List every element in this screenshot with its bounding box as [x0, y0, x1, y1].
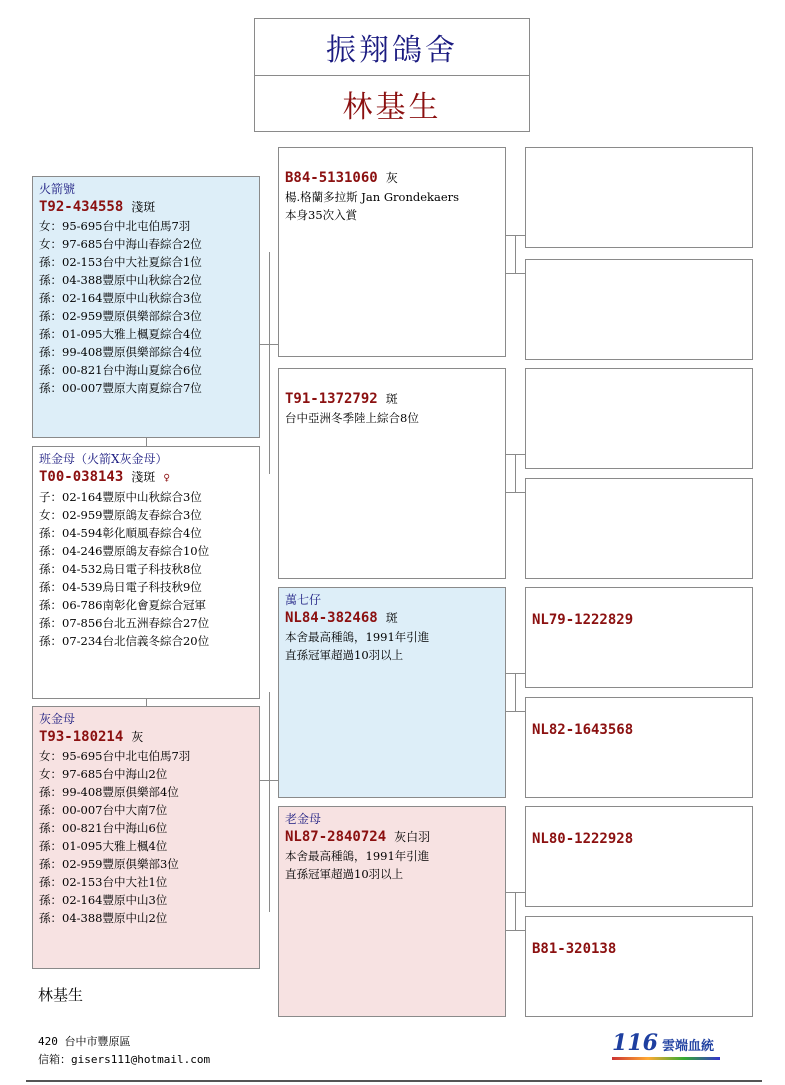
title-box — [254, 18, 530, 132]
bird-nickname: 班金母（火箭X灰金母） — [39, 452, 168, 466]
ring-number-row — [285, 608, 499, 628]
ring-number: T00-038143 — [39, 469, 124, 485]
owner-name-title: 林基生 — [342, 90, 442, 125]
gen3-card-6[interactable] — [525, 697, 753, 798]
subject-bird-card[interactable] — [32, 176, 260, 438]
pedigree-note: 女：97-685台中海山2位 — [39, 767, 168, 781]
pedigree-note: 孫：02-153台中大社夏綜合1位 — [39, 255, 202, 269]
pedigree-note: 台中亞洲冬季陸上綜合8位 — [285, 411, 419, 425]
connector — [269, 344, 270, 474]
bird-color: 淺斑 — [131, 470, 156, 484]
dam-bird-card[interactable] — [32, 706, 260, 969]
pedigree-note: 直孫冠軍超過10羽以上 — [285, 648, 404, 662]
partner-bird-card[interactable] — [32, 446, 260, 699]
gen3-ring-5: NL79-1222829 — [532, 612, 634, 628]
ring-number-row — [285, 827, 499, 847]
brand-logo[interactable] — [612, 1030, 722, 1056]
sire-sire-card[interactable] — [278, 147, 506, 357]
ring-number-row — [39, 727, 253, 747]
bird-color: 灰白羽 — [394, 830, 431, 844]
pedigree-note: 楊.格蘭多拉斯 Jan Grondekaers — [285, 190, 460, 204]
connector — [146, 699, 147, 706]
bird-color: 灰 — [131, 730, 144, 744]
connector — [146, 438, 147, 446]
dam-sire-card[interactable] — [278, 587, 506, 798]
ring-number-row — [39, 467, 253, 488]
footer-owner: 林基生 — [38, 986, 84, 1004]
ring-number: B84-5131060 — [285, 170, 378, 186]
footer-email: 信箱：gisers111@hotmail.com — [38, 1053, 211, 1066]
pedigree-note: 女：02-959豐原鴿友春綜合3位 — [39, 508, 202, 522]
pedigree-note: 孫：02-959豐原俱樂部3位 — [39, 857, 179, 871]
pedigree-note: 孫：99-408豐原俱樂部4位 — [39, 785, 179, 799]
ring-number: NL87-2840724 — [285, 829, 387, 845]
pedigree-note: 孫：07-234台北信義冬綜合20位 — [39, 634, 210, 648]
footer-contact — [38, 1033, 210, 1069]
pedigree-note: 本身35次入賞 — [285, 208, 358, 222]
gen3-card-7[interactable] — [525, 806, 753, 907]
gen3-card-4[interactable] — [525, 478, 753, 579]
pedigree-note: 孫：02-164豐原中山秋綜合3位 — [39, 291, 202, 305]
gen3-ring-7: NL80-1222928 — [532, 831, 634, 847]
pedigree-note: 孫：04-532烏日電子科技秋8位 — [39, 562, 202, 576]
pedigree-note: 孫：01-095大雅上楓夏綜合4位 — [39, 327, 202, 341]
bird-nickname: 火箭號 — [39, 182, 76, 196]
pedigree-note: 孫：04-539烏日電子科技秋9位 — [39, 580, 202, 594]
pedigree-note: 孫：00-007豐原大南夏綜合7位 — [39, 381, 202, 395]
pedigree-note: 孫：00-821台中海山夏綜合6位 — [39, 363, 202, 377]
gen3-card-5[interactable] — [525, 587, 753, 688]
pedigree-note: 女：95-695台中北屯伯馬7羽 — [39, 749, 191, 763]
pedigree-note: 孫：02-164豐原中山3位 — [39, 893, 168, 907]
ring-number-row — [285, 168, 499, 188]
pedigree-note: 本舍最高種鴿，1991年引進 — [285, 630, 430, 644]
pedigree-note: 本舍最高種鴿，1991年引進 — [285, 849, 430, 863]
bird-nickname: 灰金母 — [39, 712, 76, 726]
pedigree-note: 孫：04-246豐原鴿友春綜合10位 — [39, 544, 210, 558]
pedigree-note: 孫：04-388豐原中山秋綜合2位 — [39, 273, 202, 287]
ring-number-row — [285, 389, 499, 409]
connector — [269, 692, 270, 912]
gen3-card-1[interactable] — [525, 147, 753, 248]
connector — [515, 454, 516, 493]
pedigree-note: 直孫冠軍超過10羽以上 — [285, 867, 404, 881]
logo-number: 116 — [612, 1030, 658, 1056]
pedigree-note: 孫：02-959豐原俱樂部綜合3位 — [39, 309, 202, 323]
gen3-card-2[interactable] — [525, 259, 753, 360]
pedigree-note: 孫：07-856台北五洲春綜合27位 — [39, 616, 210, 630]
ring-number: T92-434558 — [39, 199, 124, 215]
pedigree-note: 孫：99-408豐原俱樂部綜合4位 — [39, 345, 202, 359]
pedigree-note: 女：97-685台中海山春綜合2位 — [39, 237, 202, 251]
bird-color: 灰 — [385, 171, 398, 185]
ring-number: T91-1372792 — [285, 391, 378, 407]
pedigree-note: 孫：04-594彰化順風春綜合4位 — [39, 526, 202, 540]
pedigree-note: 孫：01-095大雅上楓4位 — [39, 839, 168, 853]
bird-sex: ♀ — [163, 471, 170, 484]
ring-number-row — [39, 197, 253, 217]
bird-nickname: 老金母 — [285, 812, 322, 826]
pedigree-note: 孫：06-786南彰化會夏綜合冠軍 — [39, 598, 206, 612]
dam-dam-card[interactable] — [278, 806, 506, 1017]
logo-text: 雲端血統 — [661, 1039, 714, 1054]
gen3-ring-6: NL82-1643568 — [532, 722, 634, 738]
sire-dam-card[interactable] — [278, 368, 506, 579]
gen3-card-3[interactable] — [525, 368, 753, 469]
ring-number: T93-180214 — [39, 729, 124, 745]
connector — [515, 673, 516, 712]
logo-underline — [612, 1057, 720, 1060]
bird-nickname: 萬七仔 — [285, 593, 322, 607]
bottom-rule — [26, 1080, 762, 1082]
connector — [515, 235, 516, 274]
loft-name: 振翔鴿舍 — [255, 19, 529, 76]
gen3-ring-8: B81-320138 — [532, 941, 617, 957]
pedigree-note: 子：02-164豐原中山秋綜合3位 — [39, 490, 202, 504]
bird-color: 淺斑 — [131, 200, 156, 214]
bird-color: 斑 — [385, 611, 398, 625]
connector — [515, 892, 516, 931]
pedigree-note: 孫：04-388豐原中山2位 — [39, 911, 168, 925]
ring-number: NL84-382468 — [285, 610, 378, 626]
footer-address: 420 台中市豐原區 — [38, 1035, 131, 1048]
pedigree-note: 女：95-695台中北屯伯馬7羽 — [39, 219, 191, 233]
pedigree-note: 孫：00-821台中海山6位 — [39, 821, 168, 835]
connector — [269, 252, 270, 345]
bird-color: 斑 — [385, 392, 398, 406]
gen3-card-8[interactable] — [525, 916, 753, 1017]
pedigree-note: 孫：00-007台中大南7位 — [39, 803, 168, 817]
pedigree-note: 孫：02-153台中大社1位 — [39, 875, 168, 889]
